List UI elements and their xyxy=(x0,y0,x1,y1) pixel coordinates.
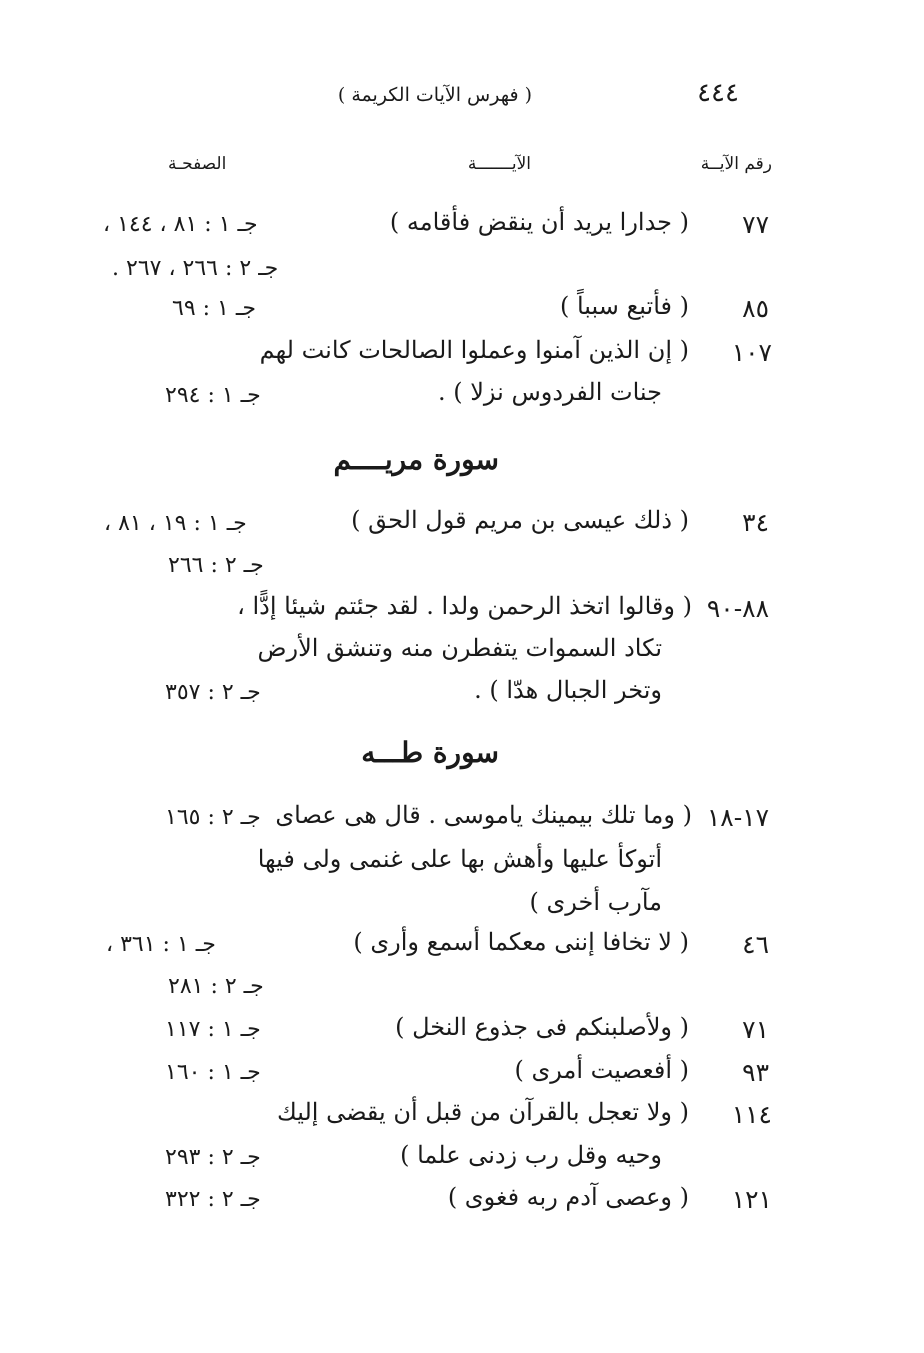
ayah-number: ٧٧ xyxy=(742,210,769,239)
page-reference: جـ ١ : ٨١ ، ١٤٤ ، xyxy=(103,212,258,237)
ayah-text: ( وعصى آدم ربه فغوى ) xyxy=(447,1183,689,1211)
ayah-text: ( وقالوا اتخذ الرحمن ولدا . لقد جئتم شيئا إدًّا ، xyxy=(237,592,692,620)
ayah-text: ( وما تلك بيمينك ياموسى . قال هى عصاى xyxy=(275,801,692,829)
column-heading-page: الصفحـة xyxy=(168,154,227,174)
ayah-number: ١٢١ xyxy=(731,1185,772,1214)
page-reference: جـ ١ : ١٦٠ xyxy=(165,1060,261,1085)
page-reference: جـ ١ : ٢٩٤ xyxy=(165,383,261,408)
ayah-text: ( أفعصيت أمرى ) xyxy=(514,1056,689,1084)
column-heading-ayah-number: رقم الآيــة xyxy=(700,154,772,174)
ayah-text: أتوكأ عليها وأهش بها على غنمى ولى فيها xyxy=(257,845,662,873)
ayah-number: ١١٤ xyxy=(731,1100,772,1129)
ayah-number: ٨٥ xyxy=(742,294,769,323)
page-reference: جـ ٢ : ١٦٥ xyxy=(165,805,261,830)
ayah-text: ( ولا تعجل بالقرآن من قبل أن يقضى إليك xyxy=(277,1098,689,1126)
page-reference: جـ ٢ : ٢٦٦ ، ٢٦٧ . xyxy=(112,256,279,281)
ayah-number: ٩٣ xyxy=(742,1058,769,1087)
ayah-text: جنات الفردوس نزلا ) . xyxy=(437,378,662,406)
ayah-text: وحيه وقل رب زدنى علما ) xyxy=(400,1141,662,1169)
ayah-text: ( جدارا يريد أن ينقض فأقامه ) xyxy=(389,208,689,236)
ayah-number: ١٧-١٨ xyxy=(706,803,769,832)
page-reference: جـ ٢ : ٢٦٦ xyxy=(168,553,264,578)
running-title: ( فهرس الآيات الكريمة ) xyxy=(337,84,532,106)
page-reference: جـ ٢ : ٢٨١ xyxy=(168,974,264,999)
surah-heading: سورة مريــــم xyxy=(333,443,499,476)
page-number: ٤٤٤ xyxy=(697,78,739,108)
page-reference: جـ ٢ : ٢٩٣ xyxy=(165,1145,261,1170)
ayah-text: وتخر الجبال هدّا ) . xyxy=(474,676,662,704)
ayah-number: ٧١ xyxy=(742,1015,769,1044)
ayah-text: ( إن الذين آمنوا وعملوا الصالحات كانت لهم xyxy=(259,336,689,364)
column-heading-ayah: الآيـــــــة xyxy=(467,154,531,174)
ayah-number: ٣٤ xyxy=(742,508,769,537)
page-reference: جـ ١ : ٦٩ xyxy=(172,296,256,321)
page-reference: جـ ٢ : ٣٢٢ xyxy=(165,1187,261,1212)
page-reference: جـ ٢ : ٣٥٧ xyxy=(165,680,261,705)
ayah-text: مآرب أخرى ) xyxy=(529,888,662,916)
ayah-text: ( ذلك عيسى بن مريم قول الحق ) xyxy=(351,506,689,534)
page-reference: جـ ١ : ١١٧ xyxy=(165,1017,261,1042)
ayah-text: ( ولأصلبنكم فى جذوع النخل ) xyxy=(395,1013,689,1041)
ayah-text: ( فأتبع سبباً ) xyxy=(560,292,689,320)
ayah-number: ٨٨-٩٠ xyxy=(706,594,769,623)
ayah-text: تكاد السموات يتفطرن منه وتنشق الأرض xyxy=(257,634,662,662)
surah-heading: سورة طـــه xyxy=(361,736,499,769)
page-reference: جـ ١ : ١٩ ، ٨١ ، xyxy=(104,511,247,536)
ayah-number: ٤٦ xyxy=(742,930,769,959)
page-reference: جـ ١ : ٣٦١ ، xyxy=(106,932,216,957)
ayah-number: ١٠٧ xyxy=(731,338,772,367)
ayah-text: ( لا تخافا إننى معكما أسمع وأرى ) xyxy=(353,928,689,956)
